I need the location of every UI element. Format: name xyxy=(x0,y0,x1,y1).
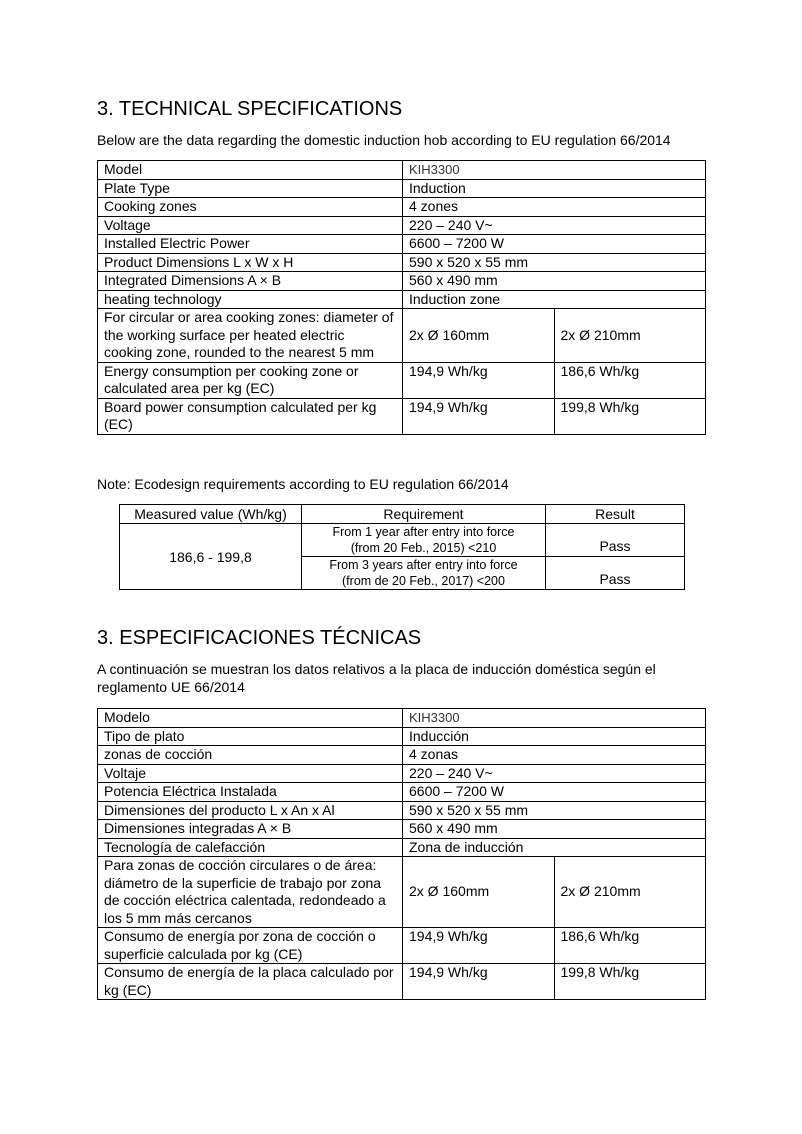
table-row xyxy=(98,253,706,272)
column-header-result: Result xyxy=(546,505,685,524)
table-row xyxy=(98,838,706,857)
table-row xyxy=(98,216,706,235)
table-row xyxy=(98,362,706,398)
table-row xyxy=(98,290,706,309)
spec-value: 186,6 Wh/kg xyxy=(554,362,706,398)
spec-table-es xyxy=(97,708,706,1000)
spec-value: 194,9 Wh/kg xyxy=(403,964,555,1000)
spec-label: Consumo de energía por zona de cocción o superficie calculada por kg (CE) xyxy=(98,928,403,964)
requirement-1 xyxy=(302,524,546,557)
result-2: Pass xyxy=(546,557,685,590)
table-row xyxy=(98,928,706,964)
table-row xyxy=(98,746,706,765)
table-row xyxy=(98,272,706,291)
table-row xyxy=(98,801,706,820)
table-row xyxy=(98,235,706,254)
spec-value: 186,6 Wh/kg xyxy=(554,928,706,964)
spec-value: 194,9 Wh/kg xyxy=(403,362,555,398)
spec-label: Voltaje xyxy=(98,764,403,783)
ecodesign-note: Note: Ecodesign requirements according to EU regulation 66/2014 xyxy=(97,476,509,492)
table-row xyxy=(98,161,706,180)
spec-value: 4 zonas xyxy=(403,746,706,765)
spec-value: Inducción xyxy=(403,727,706,746)
spec-value: 560 x 490 mm xyxy=(403,272,706,291)
spec-value: 2x Ø 160mm xyxy=(403,309,555,363)
spec-value: 220 – 240 V~ xyxy=(403,764,706,783)
table-header-row xyxy=(120,505,685,524)
table-row xyxy=(98,783,706,802)
table-row xyxy=(98,727,706,746)
spec-label: Board power consumption calculated per kg (EC) xyxy=(98,398,403,434)
intro-text-en: Below are the data regarding the domestic induction hob according to EU regulation 66/2014 xyxy=(97,132,671,148)
spec-value: 194,9 Wh/kg xyxy=(403,398,555,434)
spec-label: Potencia Eléctrica Instalada xyxy=(98,783,403,802)
spec-value: 2x Ø 210mm xyxy=(554,857,706,928)
spec-value: 4 zones xyxy=(403,198,706,217)
spec-label: Installed Electric Power xyxy=(98,235,403,254)
spec-value: KIH3300 xyxy=(403,709,706,728)
spec-label: Plate Type xyxy=(98,179,403,198)
table-row xyxy=(98,709,706,728)
table-row xyxy=(98,820,706,839)
table-row xyxy=(98,857,706,928)
spec-value: 2x Ø 160mm xyxy=(403,857,555,928)
spec-value: 560 x 490 mm xyxy=(403,820,706,839)
spec-value: 194,9 Wh/kg xyxy=(403,928,555,964)
intro-text-es: A continuación se muestran los datos relativos a la placa de inducción doméstica según el reglamento UE 66/2014 xyxy=(97,661,656,695)
ecodesign-table xyxy=(119,504,685,590)
spec-label: Modelo xyxy=(98,709,403,728)
spec-label: Voltage xyxy=(98,216,403,235)
spec-table-en xyxy=(97,160,706,435)
table-row xyxy=(98,198,706,217)
requirement-1-line2: (from 20 Feb., 2015) <210 xyxy=(350,541,497,555)
spec-value: 199,8 Wh/kg xyxy=(554,398,706,434)
requirement-2 xyxy=(302,557,546,590)
spec-label: Tecnología de calefacción xyxy=(98,838,403,857)
table-row xyxy=(98,179,706,198)
spec-label: For circular or area cooking zones: diameter of the working surface per heated electric cooking zone, rounded to the nearest 5 mm xyxy=(98,309,403,363)
result-1: Pass xyxy=(546,524,685,557)
requirement-2-line2: (from de 20 Feb., 2017) <200 xyxy=(342,574,505,588)
spec-value: Zona de inducción xyxy=(403,838,706,857)
spec-label: Model xyxy=(98,161,403,180)
measured-value: 186,6 - 199,8 xyxy=(120,524,302,590)
table-row xyxy=(120,524,685,557)
spec-label: Integrated Dimensions A × B xyxy=(98,272,403,291)
requirement-2-line1: From 3 years after entry into force xyxy=(329,558,518,572)
column-header-measured: Measured value (Wh/kg) xyxy=(120,505,302,524)
spec-value: 6600 – 7200 W xyxy=(403,783,706,802)
spec-value: Induction zone xyxy=(403,290,706,309)
spec-value: 2x Ø 210mm xyxy=(554,309,706,363)
spec-label: Tipo de plato xyxy=(98,727,403,746)
table-row xyxy=(98,764,706,783)
table-row xyxy=(98,309,706,363)
spec-label: Energy consumption per cooking zone or calculated area per kg (EC) xyxy=(98,362,403,398)
spec-label: Dimensiones del producto L x An x Al xyxy=(98,801,403,820)
spec-label: Para zonas de cocción circulares o de área: diámetro de la superficie de trabajo por zona de cocción eléctrica calentada, redondeado a los 5 mm más cercanos xyxy=(98,857,403,928)
spec-value: 6600 – 7200 W xyxy=(403,235,706,254)
spec-value: KIH3300 xyxy=(403,161,706,180)
spec-label: zonas de cocción xyxy=(98,746,403,765)
spec-label: Cooking zones xyxy=(98,198,403,217)
spec-label: Consumo de energía de la placa calculado por kg (EC) xyxy=(98,964,403,1000)
section-title-en: 3. TECHNICAL SPECIFICATIONS xyxy=(97,98,403,120)
spec-value: Induction xyxy=(403,179,706,198)
requirement-1-line1: From 1 year after entry into force xyxy=(332,525,515,539)
table-row xyxy=(98,398,706,434)
spec-label: Dimensiones integradas A × B xyxy=(98,820,403,839)
spec-value: 590 x 520 x 55 mm xyxy=(403,253,706,272)
spec-value: 220 – 240 V~ xyxy=(403,216,706,235)
column-header-requirement: Requirement xyxy=(302,505,546,524)
spec-value: 590 x 520 x 55 mm xyxy=(403,801,706,820)
section-title-es: 3. ESPECIFICACIONES TÉCNICAS xyxy=(97,627,422,649)
spec-value: 199,8 Wh/kg xyxy=(554,964,706,1000)
table-row xyxy=(98,964,706,1000)
spec-label: Product Dimensions L x W x H xyxy=(98,253,403,272)
spec-label: heating technology xyxy=(98,290,403,309)
